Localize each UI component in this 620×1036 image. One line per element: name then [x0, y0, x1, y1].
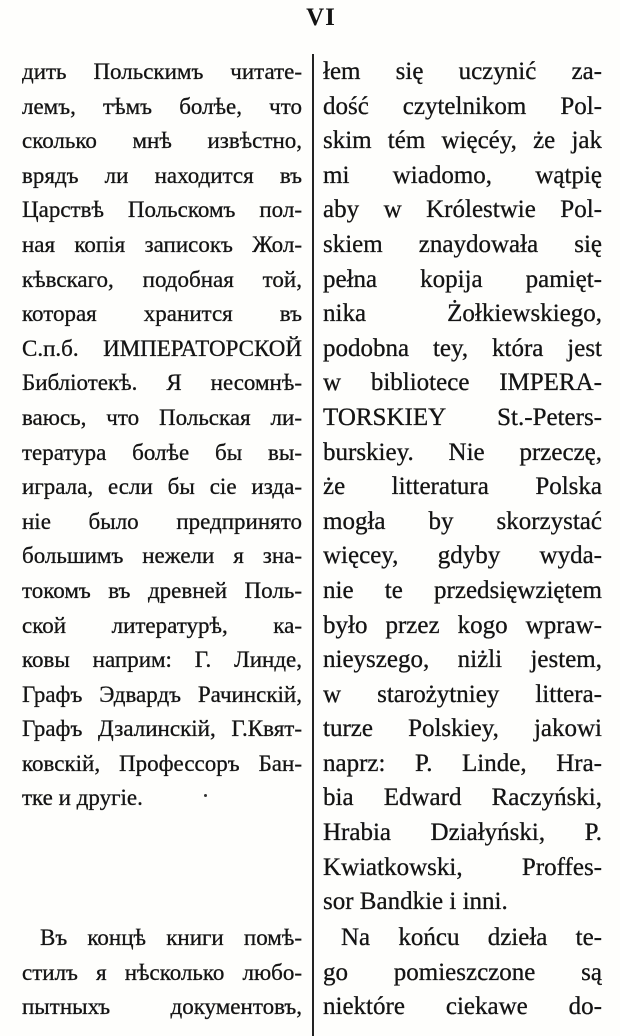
text-line: niektóre ciekawe do- [323, 993, 602, 1021]
text-line: С.п.б. ИМПЕРАТОРСКОЙ [22, 335, 302, 361]
text-line: Na końcu dzieła te- [341, 924, 602, 951]
text-line: burskiey. Nie przeczę, [323, 438, 602, 466]
right-column-paragraph-1 [323, 55, 602, 920]
text-line: врядъ ли находится въ [22, 162, 302, 188]
text-line: ковскій, Профессоръ Бан- [22, 750, 302, 776]
text-line: Царствѣ Польскомъ пол- [22, 197, 302, 223]
text-line: skiem znaydowała się [323, 230, 602, 258]
text-line: большимъ нежели я зна- [22, 543, 302, 569]
text-line: которая хранится въ [22, 301, 302, 327]
text-line: bia Edward Raczyński, [323, 784, 602, 812]
text-line: podobna tey, która jest [323, 334, 602, 362]
text-line: nieyszego, niżli jestem, [323, 646, 602, 674]
text-line: w bibliotece IMPERA- [323, 369, 602, 397]
text-line: стилъ я нѣсколько любо- [22, 959, 302, 985]
text-line: ваюсь, что Польская ли- [22, 404, 302, 430]
text-line: ской литературѣ, ка- [22, 612, 302, 638]
text-line: aby w Królestwie Pol- [323, 196, 602, 224]
text-line: że litteratura Polska [323, 473, 602, 501]
text-line: naprz: P. Linde, Hra- [323, 749, 602, 777]
text-line: тература болѣе бы вы- [22, 439, 302, 465]
left-column-paragraph-2 [22, 921, 302, 1025]
text-line: Въ концѣ книги помѣ- [40, 925, 302, 950]
text-line: go pomieszczone są [323, 958, 602, 986]
text-line: mogła by skorzystać [323, 507, 602, 535]
text-line: Графъ Дзалинскій, Г.Квят- [22, 716, 302, 742]
text-line: тке и другіе. [22, 785, 143, 811]
text-line: играла, если бы сіе изда- [22, 474, 302, 500]
text-line: TORSKIEY St.-Peters- [323, 403, 602, 431]
column-divider [312, 54, 314, 1036]
text-line: ніе было предпринято [22, 508, 302, 534]
left-column-paragraph-1 [22, 55, 302, 816]
text-line: skim tém więcéy, że jak [323, 127, 602, 155]
text-line: дить Польскимъ читате- [22, 59, 302, 84]
text-line: Библіотекѣ. Я несомнѣ- [22, 370, 302, 396]
text-line: łem się uczynić za- [323, 58, 602, 85]
text-line: więcey, gdyby wyda- [323, 542, 602, 570]
text-line: dość czytelnikom Pol- [323, 92, 602, 120]
text-line: Графъ Эдвардъ Рачинскій, [22, 681, 302, 707]
page-number: VI [306, 4, 336, 31]
text-line: turze Polskiey, jakowi [323, 715, 602, 743]
text-line: ная копія записокъ Жол- [22, 231, 302, 257]
text-line: Kwiatkowski, Proffes- [323, 853, 602, 881]
text-line: w starożytniey littera- [323, 680, 602, 708]
text-line: ковы наприм: Г. Линде, [22, 647, 302, 673]
text-line: było przez kogo wpraw- [323, 611, 602, 639]
text-line: mi wiadomo, wątpię [323, 161, 602, 189]
text-line: Hrabia Działyński, P. [323, 819, 602, 847]
text-line: пытныхъ документовъ, [22, 994, 302, 1020]
text-line: sor Bandkie i inni. [323, 888, 508, 916]
text-line: nie te przedsięwziętem [323, 576, 602, 604]
ink-speck [204, 794, 207, 797]
right-column-paragraph-2 [323, 921, 602, 1025]
text-line: pełna kopija pamięt- [323, 265, 602, 293]
text-line: токомъ въ древней Поль- [22, 577, 302, 603]
text-line: сколько мнѣ извѣстно, [22, 128, 302, 154]
text-line: лемъ, тѣмъ болѣе, что [22, 93, 302, 119]
text-line: nika Żołkiewskiego, [323, 300, 602, 328]
text-line: кѣвскаго, подобная той, [22, 266, 302, 292]
